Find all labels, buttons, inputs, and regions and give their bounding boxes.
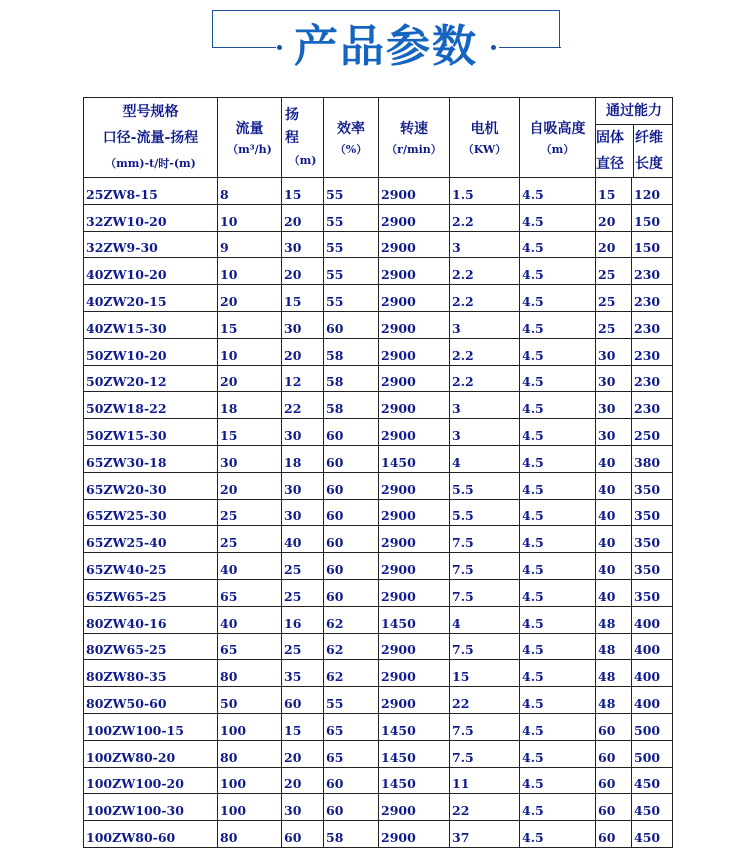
- cell-speed: 2900: [379, 794, 450, 821]
- table-row: [84, 740, 673, 767]
- cell-efficiency: 65: [324, 740, 379, 767]
- cell-flow: 100: [218, 794, 282, 821]
- cell-motor: 3: [450, 231, 520, 258]
- table-body: [84, 178, 673, 848]
- cell-efficiency: 60: [324, 311, 379, 338]
- cell-solid-diameter: 60: [596, 821, 632, 848]
- cell-model: 50ZW10-20: [84, 338, 218, 365]
- cell-flow: 65: [218, 579, 282, 606]
- cell-fiber-length: 230: [632, 338, 673, 365]
- cell-head: 20: [282, 258, 324, 285]
- cell-head: 25: [282, 553, 324, 580]
- cell-model: 100ZW100-20: [84, 767, 218, 794]
- cell-speed: 2900: [379, 553, 450, 580]
- cell-efficiency: 58: [324, 392, 379, 419]
- cell-flow: 10: [218, 204, 282, 231]
- cell-speed: 2900: [379, 687, 450, 714]
- table-row: [84, 713, 673, 740]
- cell-suction: 4.5: [520, 687, 596, 714]
- cell-suction: 4.5: [520, 794, 596, 821]
- cell-suction: 4.5: [520, 365, 596, 392]
- header-flow: [218, 98, 282, 178]
- header-suction-unit: （m）: [540, 142, 575, 156]
- cell-motor: 3: [450, 392, 520, 419]
- cell-head: 20: [282, 767, 324, 794]
- header-model-units: （mm)-t/时-(m): [105, 156, 196, 170]
- cell-motor: 15: [450, 660, 520, 687]
- cell-model: 40ZW15-30: [84, 311, 218, 338]
- cell-motor: 7.5: [450, 553, 520, 580]
- cell-fiber-length: 350: [632, 579, 673, 606]
- cell-efficiency: 58: [324, 821, 379, 848]
- cell-speed: 2900: [379, 178, 450, 205]
- cell-flow: 25: [218, 499, 282, 526]
- header-head-unit: （m): [288, 153, 317, 167]
- table-row: [84, 660, 673, 687]
- cell-solid-diameter: 15: [596, 178, 632, 205]
- cell-suction: 4.5: [520, 633, 596, 660]
- table-row: [84, 526, 673, 553]
- cell-suction: 4.5: [520, 821, 596, 848]
- table-row: [84, 821, 673, 848]
- cell-solid-diameter: 40: [596, 579, 632, 606]
- cell-speed: 2900: [379, 392, 450, 419]
- header-efficiency-label: 效率: [337, 120, 365, 137]
- cell-solid-diameter: 25: [596, 258, 632, 285]
- cell-fiber-length: 350: [632, 472, 673, 499]
- cell-efficiency: 55: [324, 687, 379, 714]
- cell-efficiency: 62: [324, 660, 379, 687]
- cell-solid-diameter: 40: [596, 526, 632, 553]
- header-head-char2: 程: [285, 129, 299, 146]
- header-head-char1: 扬: [285, 106, 299, 123]
- header-suction: [520, 98, 596, 178]
- cell-flow: 20: [218, 472, 282, 499]
- cell-model: 65ZW65-25: [84, 579, 218, 606]
- cell-head: 30: [282, 499, 324, 526]
- header-flow-label: 流量: [235, 120, 264, 137]
- cell-model: 50ZW15-30: [84, 419, 218, 446]
- cell-fiber-length: 450: [632, 821, 673, 848]
- cell-suction: 4.5: [520, 472, 596, 499]
- cell-motor: 4: [450, 606, 520, 633]
- cell-motor: 5.5: [450, 472, 520, 499]
- cell-speed: 2900: [379, 258, 450, 285]
- cell-fiber-length: 450: [632, 794, 673, 821]
- cell-flow: 20: [218, 285, 282, 312]
- table-row: [84, 231, 673, 258]
- cell-solid-diameter: 60: [596, 767, 632, 794]
- cell-model: 80ZW65-25: [84, 633, 218, 660]
- cell-flow: 15: [218, 419, 282, 446]
- cell-head: 25: [282, 633, 324, 660]
- cell-solid-diameter: 20: [596, 204, 632, 231]
- cell-flow: 80: [218, 660, 282, 687]
- cell-solid-diameter: 60: [596, 794, 632, 821]
- cell-suction: 4.5: [520, 231, 596, 258]
- cell-model: 80ZW80-35: [84, 660, 218, 687]
- table-row: [84, 472, 673, 499]
- cell-flow: 15: [218, 311, 282, 338]
- cell-flow: 25: [218, 526, 282, 553]
- cell-flow: 30: [218, 445, 282, 472]
- cell-suction: 4.5: [520, 419, 596, 446]
- cell-model: 100ZW80-20: [84, 740, 218, 767]
- cell-motor: 22: [450, 794, 520, 821]
- cell-motor: 37: [450, 821, 520, 848]
- cell-solid-diameter: 40: [596, 472, 632, 499]
- cell-model: 32ZW10-20: [84, 204, 218, 231]
- cell-fiber-length: 150: [632, 231, 673, 258]
- cell-model: 65ZW20-30: [84, 472, 218, 499]
- cell-head: 16: [282, 606, 324, 633]
- cell-head: 18: [282, 445, 324, 472]
- cell-motor: 2.2: [450, 338, 520, 365]
- table-row: [84, 445, 673, 472]
- cell-suction: 4.5: [520, 285, 596, 312]
- header-flow-unit: （m³/h): [227, 142, 272, 156]
- cell-head: 40: [282, 526, 324, 553]
- cell-flow: 80: [218, 740, 282, 767]
- cell-efficiency: 60: [324, 553, 379, 580]
- title-rule-right: [499, 47, 561, 48]
- cell-efficiency: 55: [324, 285, 379, 312]
- cell-motor: 3: [450, 311, 520, 338]
- cell-flow: 18: [218, 392, 282, 419]
- cell-solid-diameter: 48: [596, 606, 632, 633]
- cell-fiber-length: 230: [632, 392, 673, 419]
- cell-head: 20: [282, 338, 324, 365]
- cell-speed: 2900: [379, 660, 450, 687]
- cell-head: 30: [282, 419, 324, 446]
- table-row: [84, 178, 673, 205]
- cell-solid-diameter: 40: [596, 553, 632, 580]
- cell-motor: 7.5: [450, 633, 520, 660]
- cell-suction: 4.5: [520, 338, 596, 365]
- cell-efficiency: 60: [324, 579, 379, 606]
- cell-model: 50ZW20-12: [84, 365, 218, 392]
- header-efficiency: [324, 98, 379, 178]
- cell-flow: 8: [218, 178, 282, 205]
- cell-model: 65ZW25-30: [84, 499, 218, 526]
- cell-solid-diameter: 30: [596, 419, 632, 446]
- header-head: [282, 98, 324, 178]
- header-solid: [596, 125, 634, 177]
- table-row: [84, 579, 673, 606]
- table-row: [84, 311, 673, 338]
- cell-solid-diameter: 60: [596, 713, 632, 740]
- cell-speed: 2900: [379, 499, 450, 526]
- cell-flow: 80: [218, 821, 282, 848]
- cell-efficiency: 60: [324, 794, 379, 821]
- table-row: [84, 767, 673, 794]
- table-row: [84, 338, 673, 365]
- cell-solid-diameter: 48: [596, 660, 632, 687]
- cell-speed: 2900: [379, 311, 450, 338]
- cell-head: 30: [282, 472, 324, 499]
- cell-suction: 4.5: [520, 258, 596, 285]
- cell-model: 80ZW40-16: [84, 606, 218, 633]
- cell-fiber-length: 500: [632, 740, 673, 767]
- cell-solid-diameter: 25: [596, 285, 632, 312]
- cell-suction: 4.5: [520, 311, 596, 338]
- cell-flow: 65: [218, 633, 282, 660]
- cell-efficiency: 58: [324, 365, 379, 392]
- cell-flow: 9: [218, 231, 282, 258]
- cell-motor: 22: [450, 687, 520, 714]
- cell-head: 15: [282, 713, 324, 740]
- cell-model: 100ZW100-15: [84, 713, 218, 740]
- cell-solid-diameter: 25: [596, 311, 632, 338]
- header-motor: [450, 98, 520, 178]
- cell-fiber-length: 450: [632, 767, 673, 794]
- header-motor-label: 电机: [470, 120, 499, 137]
- cell-head: 20: [282, 204, 324, 231]
- cell-head: 20: [282, 740, 324, 767]
- table-row: [84, 392, 673, 419]
- cell-fiber-length: 350: [632, 499, 673, 526]
- cell-speed: 1450: [379, 445, 450, 472]
- cell-model: 40ZW20-15: [84, 285, 218, 312]
- cell-fiber-length: 150: [632, 204, 673, 231]
- cell-speed: 2900: [379, 633, 450, 660]
- cell-motor: 1.5: [450, 178, 520, 205]
- title-dot-left: [277, 45, 282, 50]
- cell-efficiency: 60: [324, 499, 379, 526]
- cell-model: 80ZW50-60: [84, 687, 218, 714]
- cell-fiber-length: 120: [632, 178, 673, 205]
- header-passage: [596, 98, 673, 178]
- table-row: [84, 553, 673, 580]
- cell-head: 22: [282, 392, 324, 419]
- table-row: [84, 687, 673, 714]
- cell-efficiency: 60: [324, 419, 379, 446]
- cell-suction: 4.5: [520, 660, 596, 687]
- cell-speed: 1450: [379, 767, 450, 794]
- table-row: [84, 606, 673, 633]
- cell-suction: 4.5: [520, 526, 596, 553]
- cell-model: 100ZW100-30: [84, 794, 218, 821]
- header-suction-label: 自吸高度: [529, 120, 586, 137]
- cell-fiber-length: 230: [632, 258, 673, 285]
- cell-efficiency: 60: [324, 526, 379, 553]
- cell-motor: 7.5: [450, 579, 520, 606]
- table-row: [84, 204, 673, 231]
- cell-suction: 4.5: [520, 178, 596, 205]
- cell-solid-diameter: 40: [596, 445, 632, 472]
- header-efficiency-unit: （%）: [334, 142, 368, 156]
- cell-solid-diameter: 60: [596, 740, 632, 767]
- cell-fiber-length: 400: [632, 606, 673, 633]
- header-model: [84, 98, 218, 178]
- table-row: [84, 258, 673, 285]
- cell-fiber-length: 230: [632, 285, 673, 312]
- header-model-title: 型号规格: [122, 103, 179, 120]
- title-dot-right: [491, 45, 496, 50]
- cell-motor: 5.5: [450, 499, 520, 526]
- cell-suction: 4.5: [520, 445, 596, 472]
- title-rule-left: [212, 47, 276, 48]
- cell-motor: 4: [450, 445, 520, 472]
- cell-efficiency: 65: [324, 713, 379, 740]
- cell-efficiency: 55: [324, 258, 379, 285]
- cell-model: 40ZW10-20: [84, 258, 218, 285]
- table-row: [84, 365, 673, 392]
- cell-model: 65ZW40-25: [84, 553, 218, 580]
- cell-model: 65ZW30-18: [84, 445, 218, 472]
- cell-model: 50ZW18-22: [84, 392, 218, 419]
- cell-motor: 2.2: [450, 258, 520, 285]
- cell-flow: 10: [218, 258, 282, 285]
- cell-head: 30: [282, 311, 324, 338]
- cell-fiber-length: 230: [632, 365, 673, 392]
- cell-speed: 2900: [379, 338, 450, 365]
- cell-speed: 2900: [379, 821, 450, 848]
- cell-flow: 100: [218, 767, 282, 794]
- cell-speed: 2900: [379, 419, 450, 446]
- cell-suction: 4.5: [520, 740, 596, 767]
- header-model-format: 口径-流量-扬程: [102, 129, 199, 146]
- cell-efficiency: 60: [324, 445, 379, 472]
- cell-motor: 3: [450, 419, 520, 446]
- cell-fiber-length: 250: [632, 419, 673, 446]
- cell-solid-diameter: 30: [596, 392, 632, 419]
- cell-model: 100ZW80-60: [84, 821, 218, 848]
- cell-speed: 1450: [379, 606, 450, 633]
- cell-head: 15: [282, 178, 324, 205]
- cell-solid-diameter: 20: [596, 231, 632, 258]
- cell-speed: 2900: [379, 204, 450, 231]
- cell-flow: 10: [218, 338, 282, 365]
- cell-efficiency: 55: [324, 231, 379, 258]
- cell-suction: 4.5: [520, 767, 596, 794]
- cell-motor: 7.5: [450, 740, 520, 767]
- cell-model: 65ZW25-40: [84, 526, 218, 553]
- table-row: [84, 285, 673, 312]
- cell-suction: 4.5: [520, 579, 596, 606]
- cell-motor: 7.5: [450, 526, 520, 553]
- cell-efficiency: 58: [324, 338, 379, 365]
- cell-speed: 2900: [379, 472, 450, 499]
- table-row: [84, 499, 673, 526]
- cell-solid-diameter: 48: [596, 633, 632, 660]
- header-fiber: [634, 125, 672, 177]
- cell-efficiency: 55: [324, 178, 379, 205]
- cell-speed: 2900: [379, 285, 450, 312]
- cell-head: 30: [282, 231, 324, 258]
- header-fiber-line1: 纤维: [635, 130, 663, 146]
- cell-solid-diameter: 48: [596, 687, 632, 714]
- cell-suction: 4.5: [520, 553, 596, 580]
- page-title: 产品参数: [294, 21, 478, 72]
- cell-speed: 1450: [379, 713, 450, 740]
- cell-suction: 4.5: [520, 606, 596, 633]
- cell-head: 35: [282, 660, 324, 687]
- cell-head: 60: [282, 821, 324, 848]
- cell-fiber-length: 400: [632, 687, 673, 714]
- cell-flow: 100: [218, 713, 282, 740]
- cell-fiber-length: 500: [632, 713, 673, 740]
- cell-head: 12: [282, 365, 324, 392]
- cell-suction: 4.5: [520, 713, 596, 740]
- cell-model: 32ZW9-30: [84, 231, 218, 258]
- cell-speed: 2900: [379, 526, 450, 553]
- cell-motor: 11: [450, 767, 520, 794]
- header-passage-sub: [596, 125, 672, 177]
- cell-motor: 2.2: [450, 285, 520, 312]
- cell-efficiency: 55: [324, 204, 379, 231]
- cell-flow: 40: [218, 553, 282, 580]
- cell-solid-diameter: 30: [596, 338, 632, 365]
- cell-fiber-length: 400: [632, 660, 673, 687]
- cell-speed: 2900: [379, 365, 450, 392]
- cell-efficiency: 60: [324, 767, 379, 794]
- cell-fiber-length: 400: [632, 633, 673, 660]
- header-speed-label: 转速: [400, 120, 428, 137]
- cell-fiber-length: 230: [632, 311, 673, 338]
- cell-efficiency: 60: [324, 472, 379, 499]
- table-row: [84, 419, 673, 446]
- cell-head: 15: [282, 285, 324, 312]
- header-motor-unit: （KW）: [462, 142, 507, 156]
- cell-efficiency: 62: [324, 633, 379, 660]
- header-speed-unit: （r/min）: [386, 142, 442, 156]
- cell-fiber-length: 350: [632, 553, 673, 580]
- cell-motor: 2.2: [450, 204, 520, 231]
- cell-head: 30: [282, 794, 324, 821]
- cell-head: 25: [282, 579, 324, 606]
- table-row: [84, 794, 673, 821]
- cell-speed: 2900: [379, 579, 450, 606]
- header-solid-line2: 直径: [596, 156, 624, 172]
- product-spec-table: [83, 97, 673, 848]
- cell-speed: 1450: [379, 740, 450, 767]
- header-speed: [379, 98, 450, 178]
- cell-motor: 2.2: [450, 365, 520, 392]
- cell-suction: 4.5: [520, 392, 596, 419]
- cell-efficiency: 62: [324, 606, 379, 633]
- cell-head: 60: [282, 687, 324, 714]
- cell-fiber-length: 350: [632, 526, 673, 553]
- header-passage-title: 通过能力: [596, 98, 672, 125]
- table-row: [84, 633, 673, 660]
- cell-flow: 40: [218, 606, 282, 633]
- table-header-row: [84, 98, 673, 178]
- cell-flow: 50: [218, 687, 282, 714]
- cell-suction: 4.5: [520, 499, 596, 526]
- cell-fiber-length: 380: [632, 445, 673, 472]
- header-fiber-line2: 长度: [635, 156, 663, 172]
- cell-solid-diameter: 40: [596, 499, 632, 526]
- header-solid-line1: 固体: [596, 130, 624, 146]
- cell-motor: 7.5: [450, 713, 520, 740]
- cell-flow: 20: [218, 365, 282, 392]
- cell-model: 25ZW8-15: [84, 178, 218, 205]
- cell-speed: 2900: [379, 231, 450, 258]
- cell-solid-diameter: 30: [596, 365, 632, 392]
- cell-suction: 4.5: [520, 204, 596, 231]
